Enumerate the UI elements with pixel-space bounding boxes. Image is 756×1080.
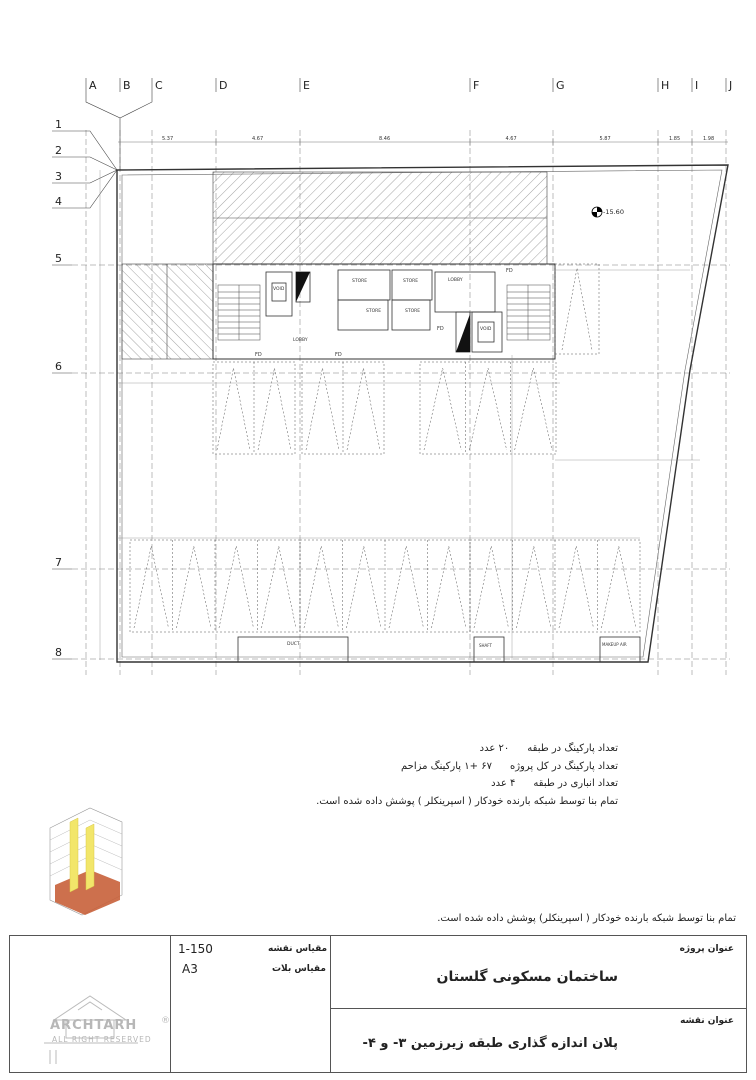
dim-value: 5.37 bbox=[162, 136, 174, 142]
grid-col-label: H bbox=[661, 79, 670, 92]
store-label-1: STORE bbox=[352, 279, 368, 284]
top-dimension-chain bbox=[120, 136, 714, 146]
fd-label-4: FD bbox=[437, 326, 444, 332]
note-row bbox=[198, 740, 618, 758]
lobby-right bbox=[435, 272, 495, 312]
grid-col-label: G bbox=[556, 79, 565, 92]
lobby-label-1: LOBBY bbox=[293, 338, 308, 343]
grid-row-label: 8 bbox=[55, 646, 62, 659]
grid-col-label: D bbox=[219, 79, 228, 92]
level-marker-icon bbox=[592, 207, 602, 217]
room-store-3 bbox=[338, 300, 388, 330]
stall-arrow bbox=[304, 546, 339, 628]
makeup-air-box bbox=[600, 637, 640, 662]
stall-arrow bbox=[474, 546, 509, 628]
note-label: تعداد پارکینگ در طبقه bbox=[527, 743, 618, 754]
room-store-1 bbox=[338, 270, 390, 300]
stall-arrow bbox=[389, 546, 424, 628]
logo-name: ARCHTARH bbox=[50, 1018, 138, 1033]
stall-arrow bbox=[134, 546, 169, 628]
sheet-value: A3 bbox=[182, 962, 198, 976]
grid-col-label: F bbox=[473, 79, 480, 92]
grid-row-label: 3 bbox=[55, 170, 62, 183]
logo-tagline: ALL RIGHT RESERVED bbox=[52, 1035, 152, 1044]
grid-leader bbox=[120, 92, 152, 118]
store-label-4: STORE bbox=[405, 309, 421, 314]
dim-value: 1.85 bbox=[669, 136, 681, 142]
stall-arrow bbox=[559, 546, 594, 628]
grid-row-label: 7 bbox=[55, 556, 62, 569]
footer-note: تمام بنا توسط شبکه بارنده خودکار ( اسپرینکلر) پوشش داده شده است. bbox=[437, 913, 736, 924]
grid-leader bbox=[72, 170, 117, 208]
project-label: عنوان پروژه bbox=[679, 944, 734, 954]
dim-value: 8.46 bbox=[379, 136, 391, 142]
title-block bbox=[9, 935, 747, 1073]
core-block bbox=[213, 264, 555, 359]
store-label-2: STORE bbox=[403, 279, 419, 284]
note-row bbox=[198, 758, 618, 776]
stall-arrow bbox=[258, 368, 291, 450]
exhaust-box bbox=[474, 637, 504, 662]
void-label-1: VOID bbox=[273, 287, 285, 292]
grid-col-label: C bbox=[155, 79, 163, 92]
stair-left bbox=[218, 285, 260, 340]
ramp-left bbox=[122, 264, 213, 359]
stall-arrow bbox=[515, 368, 552, 450]
lobby-label-2: LOBBY bbox=[448, 278, 463, 283]
parking-notes bbox=[198, 740, 618, 810]
note-value: ۲۰ عدد bbox=[479, 743, 510, 754]
stall-arrow bbox=[177, 546, 212, 628]
dim-value: 4.67 bbox=[252, 136, 264, 142]
grid-leader bbox=[86, 92, 120, 170]
grid-leader bbox=[72, 157, 117, 170]
grid-row-label: 2 bbox=[55, 144, 62, 157]
duct-label: DUCT bbox=[287, 642, 300, 647]
duct-box bbox=[238, 637, 348, 662]
building-3d-model-icon bbox=[50, 808, 122, 915]
dim-value: 4.67 bbox=[505, 136, 517, 142]
makeup-air-label: MAKEUP AIR bbox=[602, 642, 627, 647]
grid-col-label: J bbox=[729, 79, 733, 92]
grid-row-label: 5 bbox=[55, 252, 62, 265]
store-label-3: STORE bbox=[366, 309, 382, 314]
note-value: ۴ عدد bbox=[491, 778, 516, 789]
stall-arrow bbox=[602, 546, 637, 628]
parking-row-lower bbox=[130, 540, 640, 632]
grid-col-label: A bbox=[89, 79, 97, 92]
stair-right bbox=[507, 285, 550, 340]
parking-area bbox=[420, 362, 556, 454]
grid-col-label: E bbox=[303, 79, 310, 92]
level-mark-text: -15.60 bbox=[603, 208, 624, 216]
note-row bbox=[198, 793, 618, 811]
stall-arrow bbox=[219, 546, 254, 628]
parking-row-upper bbox=[213, 362, 556, 454]
stall-arrow bbox=[432, 546, 467, 628]
dim-value: 1.98 bbox=[703, 136, 715, 142]
archtarh-logo-icon bbox=[30, 946, 170, 1066]
room-store-2 bbox=[392, 270, 432, 300]
project-title: ساختمان مسکونی گلستان bbox=[436, 969, 618, 985]
stall-arrow bbox=[347, 546, 382, 628]
stall-arrow bbox=[347, 368, 380, 450]
dim-value: 5.87 bbox=[599, 136, 611, 142]
note-label: تعداد پارکینگ در کل پروژه bbox=[509, 760, 618, 772]
stall-arrow bbox=[469, 368, 506, 450]
logo-mark: ® bbox=[161, 1016, 171, 1026]
sheet-label: مقیاس بلات bbox=[272, 964, 326, 974]
grid-leader bbox=[72, 131, 117, 170]
grid-leader bbox=[72, 170, 117, 183]
scale-label: مقیاس نقشه bbox=[268, 944, 328, 954]
stall-arrow bbox=[217, 368, 250, 450]
note-label: تعداد انباری در طبقه bbox=[533, 778, 618, 789]
note-value: ۶۷ +۱ پارکینگ مزاحم bbox=[401, 760, 492, 772]
shaft-label: SHAFT bbox=[479, 643, 492, 648]
drawing-label: عنوان نقشه bbox=[680, 1016, 734, 1026]
fd-label-3: FD bbox=[506, 268, 513, 274]
note-label: تمام بنا توسط شبکه بارنده خودکار ( اسپرینکلر ) پوشش داده شده است. bbox=[316, 795, 618, 807]
room-store-4 bbox=[392, 300, 430, 330]
stall-arrow bbox=[517, 546, 552, 628]
grid-row-label: 1 bbox=[55, 118, 62, 131]
stall-arrow bbox=[424, 368, 461, 450]
fd-label-1: FD bbox=[255, 352, 262, 358]
grid-col-label: I bbox=[695, 79, 699, 92]
fd-label-2: FD bbox=[335, 352, 342, 358]
drawing-title: پلان اندازه گذاری طبقه زیرزمین ۳- و ۴- bbox=[362, 1036, 618, 1051]
note-row bbox=[198, 775, 618, 793]
stall-arrow bbox=[306, 368, 339, 450]
elevator-right bbox=[472, 312, 502, 352]
grid-col-label: B bbox=[123, 79, 131, 92]
grid-row-label: 6 bbox=[55, 360, 62, 373]
stall-arrow bbox=[262, 546, 297, 628]
grid-row-label: 4 bbox=[55, 195, 62, 208]
elevator-left bbox=[266, 272, 292, 316]
scale-value: 1-150 bbox=[178, 942, 213, 956]
void-label-2: VOID bbox=[480, 327, 492, 332]
